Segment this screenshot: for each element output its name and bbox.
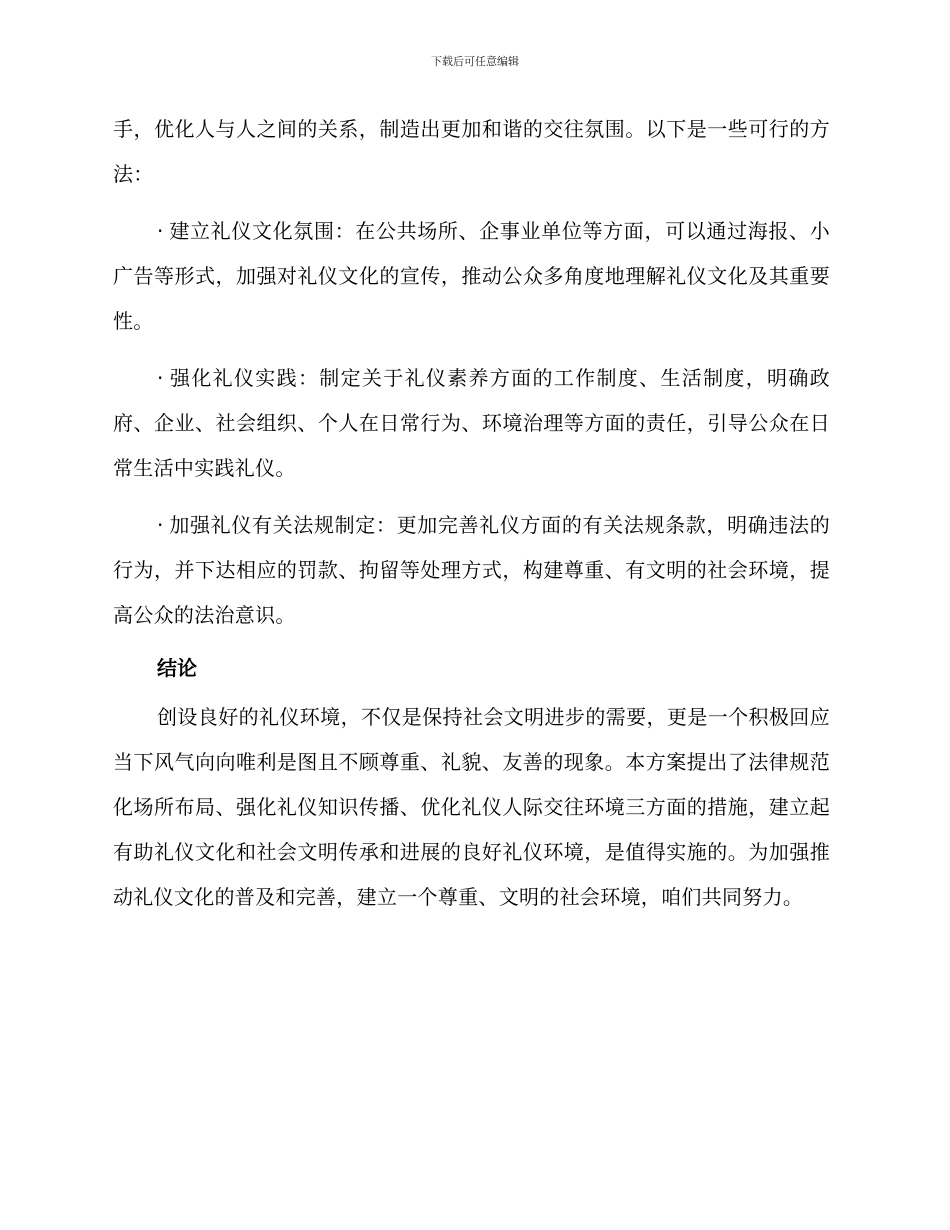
bullet-text: 加强礼仪有关法规制定：更加完善礼仪方面的有关法规条款，明确违法的行为，并下达相应的罚款、拘留等处理方式，构建尊重、有文明的社会环境，提高公众的法治意识。 (113, 513, 830, 627)
document-body (113, 107, 830, 920)
bullet-marker: · (157, 366, 164, 390)
bullet-paragraph-1 (113, 209, 830, 344)
conclusion-paragraph: 创设良好的礼仪环境，不仅是保持社会文明进步的需要，更是一个积极回应当下风气向向唯利是图且不顾尊重、礼貌、友善的现象。本方案提出了法律规范化场所布局、强化礼仪知识传播、优化礼仪人际交往环境三方面的措施，建立起有助礼仪文化和社会文明传承和进展的良好礼仪环境，是值得实施的。为加强推动礼仪文化的普及和完善，建立一个尊重、文明的社会环境，咱们共同努力。 (113, 705, 830, 909)
bullet-paragraph-3 (113, 503, 830, 638)
intro-continuation-paragraph: 手，优化人与人之间的关系，制造出更加和谐的交往氛围。以下是一些可行的方法： (113, 117, 830, 186)
bullet-paragraph-2 (113, 356, 830, 491)
bullet-marker: · (157, 219, 164, 243)
conclusion-heading: 结论 (157, 656, 197, 680)
page-header-note: 下载后可任意编辑 (431, 55, 519, 68)
bullet-marker: · (157, 513, 164, 537)
bullet-text: 强化礼仪实践：制定关于礼仪素养方面的工作制度、生活制度，明确政府、企业、社会组织、个人在日常行为、环境治理等方面的责任，引导公众在日常生活中实践礼仪。 (113, 366, 830, 480)
bullet-text: 建立礼仪文化氛围：在公共场所、企事业单位等方面，可以通过海报、小广告等形式，加强对礼仪文化的宣传，推动公众多角度地理解礼仪文化及其重要性。 (113, 219, 830, 333)
